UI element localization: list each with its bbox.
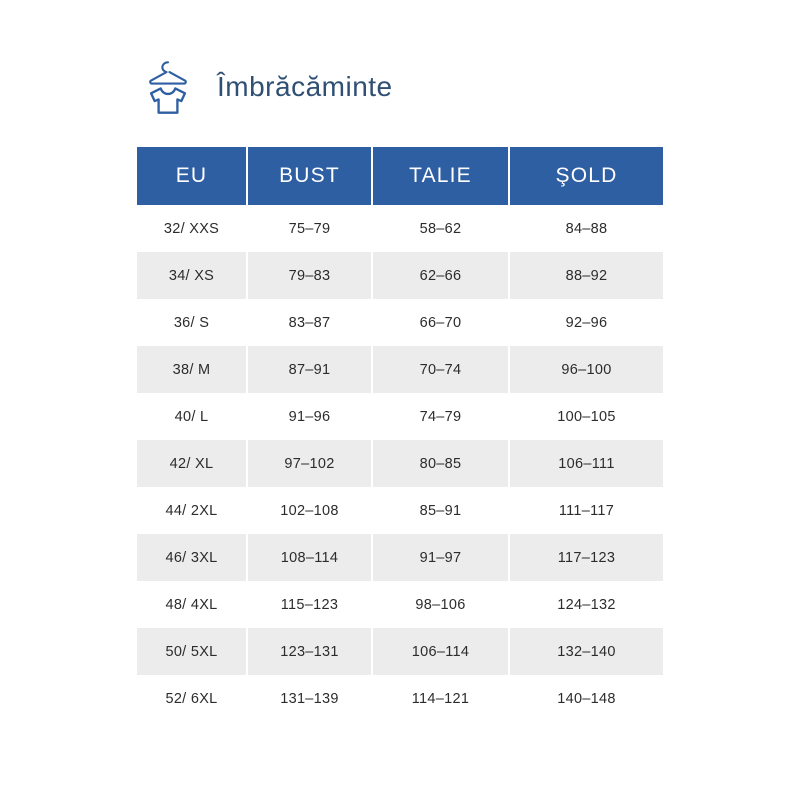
cell-sold: 88–92	[509, 252, 663, 299]
size-table-container	[137, 147, 663, 722]
cell-eu: 38/ M	[137, 346, 247, 393]
cell-eu: 42/ XL	[137, 440, 247, 487]
cell-sold: 140–148	[509, 675, 663, 722]
cell-bust: 131–139	[247, 675, 372, 722]
cell-sold: 132–140	[509, 628, 663, 675]
table-row	[137, 628, 663, 675]
cell-eu: 48/ 4XL	[137, 581, 247, 628]
table-row	[137, 487, 663, 534]
cell-talie: 80–85	[372, 440, 509, 487]
table-row	[137, 393, 663, 440]
cell-eu: 46/ 3XL	[137, 534, 247, 581]
cell-eu: 52/ 6XL	[137, 675, 247, 722]
cell-sold: 117–123	[509, 534, 663, 581]
cell-bust: 97–102	[247, 440, 372, 487]
cell-bust: 75–79	[247, 205, 372, 252]
table-header	[137, 147, 663, 205]
cell-eu: 40/ L	[137, 393, 247, 440]
size-table	[137, 147, 663, 722]
cell-eu: 32/ XXS	[137, 205, 247, 252]
cell-bust: 108–114	[247, 534, 372, 581]
cell-talie: 62–66	[372, 252, 509, 299]
page-header	[137, 56, 393, 118]
cell-bust: 79–83	[247, 252, 372, 299]
cell-talie: 74–79	[372, 393, 509, 440]
cell-eu: 36/ S	[137, 299, 247, 346]
column-header-bust: BUST	[247, 147, 372, 205]
tshirt-hanger-icon	[137, 56, 199, 118]
cell-sold: 96–100	[509, 346, 663, 393]
table-row	[137, 346, 663, 393]
column-header-eu: EU	[137, 147, 247, 205]
cell-bust: 87–91	[247, 346, 372, 393]
cell-talie: 70–74	[372, 346, 509, 393]
cell-bust: 83–87	[247, 299, 372, 346]
table-row	[137, 205, 663, 252]
cell-talie: 114–121	[372, 675, 509, 722]
cell-bust: 102–108	[247, 487, 372, 534]
cell-talie: 58–62	[372, 205, 509, 252]
cell-sold: 111–117	[509, 487, 663, 534]
column-header-sold: ŞOLD	[509, 147, 663, 205]
cell-bust: 115–123	[247, 581, 372, 628]
page-title: Îmbrăcăminte	[217, 71, 393, 102]
table-header-row	[137, 147, 663, 205]
cell-sold: 92–96	[509, 299, 663, 346]
cell-talie: 91–97	[372, 534, 509, 581]
table-row	[137, 675, 663, 722]
cell-eu: 34/ XS	[137, 252, 247, 299]
table-row	[137, 534, 663, 581]
cell-eu: 50/ 5XL	[137, 628, 247, 675]
cell-bust: 123–131	[247, 628, 372, 675]
cell-bust: 91–96	[247, 393, 372, 440]
cell-talie: 106–114	[372, 628, 509, 675]
table-body	[137, 205, 663, 722]
table-row	[137, 581, 663, 628]
table-row	[137, 252, 663, 299]
column-header-talie: TALIE	[372, 147, 509, 205]
cell-sold: 106–111	[509, 440, 663, 487]
cell-talie: 66–70	[372, 299, 509, 346]
cell-eu: 44/ 2XL	[137, 487, 247, 534]
table-row	[137, 440, 663, 487]
cell-talie: 98–106	[372, 581, 509, 628]
cell-sold: 100–105	[509, 393, 663, 440]
cell-sold: 84–88	[509, 205, 663, 252]
table-row	[137, 299, 663, 346]
cell-sold: 124–132	[509, 581, 663, 628]
cell-talie: 85–91	[372, 487, 509, 534]
